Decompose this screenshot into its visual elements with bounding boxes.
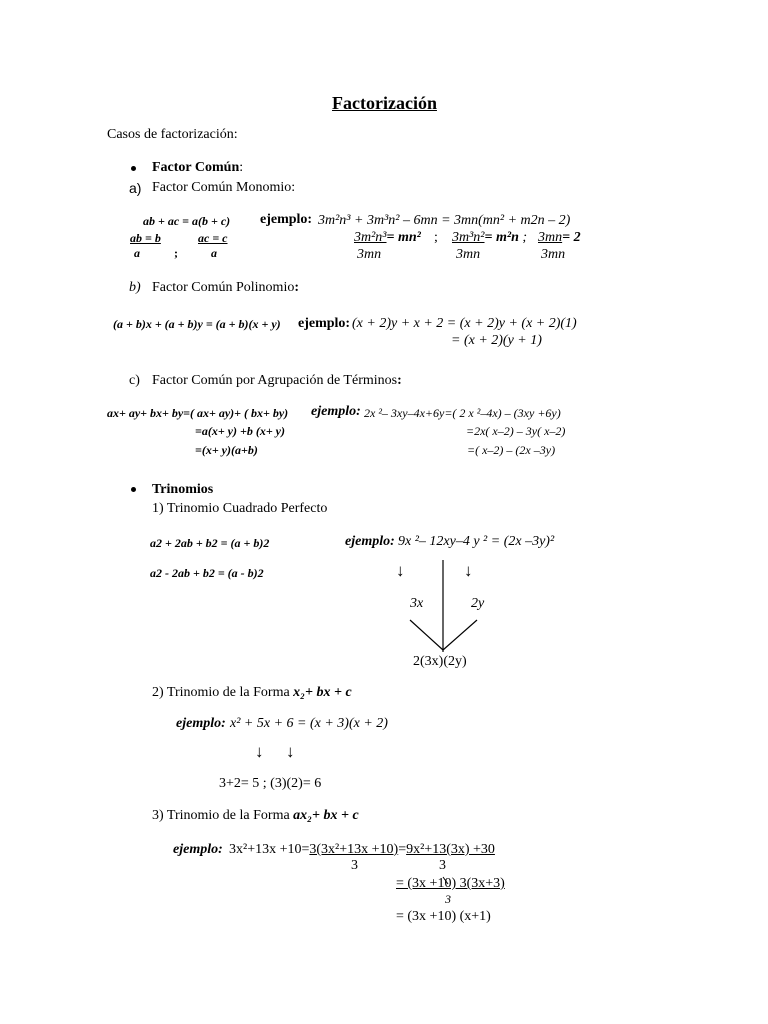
polinomio-example-label: ejemplo: xyxy=(298,316,351,331)
t3-den-left: 3 xyxy=(351,858,358,873)
monomio-div3-num: 3mn= 2 xyxy=(538,230,581,245)
polinomio-rule: (a + b)x + (a + b)y = (a + b)(x + y) xyxy=(113,317,281,331)
polinomio-example-line1: (x + 2)y + x + 2 = (x + 2)y + (x + 2)(1) xyxy=(352,316,577,331)
agrupacion-rule-2: =a(x+ y) +b (x+ y) xyxy=(195,424,285,438)
trinomios-heading: Trinomios xyxy=(152,482,214,497)
t3-den-right: 3 xyxy=(439,858,446,873)
monomio-frac1-num: ab = b xyxy=(130,231,161,245)
monomio-rule: ab + ac = a(b + c) xyxy=(143,214,231,228)
agrupacion-rule-3: =(x+ y)(a+b) xyxy=(195,443,258,457)
t1-root-left: 3x xyxy=(410,596,424,611)
t1-example-label: ejemplo: xyxy=(345,534,395,549)
monomio-frac2-den: a xyxy=(211,246,217,260)
item-b-label: Factor Común Polinomio: xyxy=(152,280,300,295)
t1-root-right: 2y xyxy=(471,596,485,611)
agrupacion-example-label: ejemplo: xyxy=(311,404,361,419)
t1-arrow-right: ↓ xyxy=(464,561,473,580)
t3-step2-den: 3 xyxy=(445,892,451,906)
t3-example-label: ejemplo: xyxy=(173,842,223,857)
item-b-letter: b) xyxy=(129,280,141,295)
agrupacion-example-3: =( x–2) – (2x –3y) xyxy=(467,443,556,457)
t1-arrow-left: ↓ xyxy=(396,561,405,580)
item-a-letter: a) xyxy=(129,180,142,196)
page-title: Factorización xyxy=(332,93,437,113)
t2-label: 2) Trinomio de la Forma x₂+ bx + c xyxy=(152,685,352,700)
monomio-div3-den: 3mn xyxy=(541,247,566,262)
t2-example-label: ejemplo: xyxy=(176,716,226,731)
monomio-div1-den: 3mn xyxy=(357,247,382,262)
t1-rule-1: a2 + 2ab + b2 = (a + b)2 xyxy=(150,536,270,550)
t2-arrow-left: ↓ xyxy=(255,742,264,761)
agrupacion-example-2: =2x( x–2) – 3y( x–2) xyxy=(466,424,566,438)
monomio-div1-num: 3m²n³= mn² xyxy=(354,230,421,245)
t3-step1: 3x²+13x +10=3(3x²+13x +10)=9x²+13(3x) +30 xyxy=(229,842,495,857)
monomio-div1-sep: ; xyxy=(434,230,438,245)
agrupacion-example-1: 2x ²– 3xy–4x+6y=( 2 x ²–4x) – (3xy +6y) xyxy=(364,406,561,420)
intro-text: Casos de factorización: xyxy=(107,127,238,142)
monomio-example-label: ejemplo: xyxy=(260,212,313,227)
item-c-label: Factor Común por Agrupación de Términos: xyxy=(152,373,402,388)
monomio-div2-num: 3m³n²= m²n ; xyxy=(452,230,528,245)
monomio-example: 3m²n³ + 3m³n² – 6mn = 3mn(mn² + m2n – 2) xyxy=(318,213,571,228)
factor-comun-heading: Factor Común: xyxy=(152,160,244,175)
monomio-frac1-den: a xyxy=(134,246,140,260)
t2-check: 3+2= 5 ; (3)(2)= 6 xyxy=(219,776,322,791)
t3-step3: = (3x +10) (x+1) xyxy=(396,909,491,924)
t1-rule-2: a2 - 2ab + b2 = (a - b)2 xyxy=(150,566,264,580)
t1-label: 1) Trinomio Cuadrado Perfecto xyxy=(152,501,328,516)
t2-arrow-right: ↓ xyxy=(286,742,295,761)
monomio-sep: ; xyxy=(174,246,178,260)
item-c-letter: c) xyxy=(129,373,140,388)
monomio-frac2-num: ac = c xyxy=(198,231,228,245)
item-a-label: Factor Común Monomio: xyxy=(152,180,296,195)
agrupacion-rule-1: ax+ ay+ bx+ by=( ax+ ay)+ ( bx+ by) xyxy=(107,406,289,420)
t2-example: x² + 5x + 6 = (x + 3)(x + 2) xyxy=(230,716,388,731)
t1-product: 2(3x)(2y) xyxy=(413,654,467,669)
t3-label: 3) Trinomio de la Forma ax₂+ bx + c xyxy=(152,808,359,823)
t1-example: 9x ²– 12xy–4 y ² = (2x –3y)² xyxy=(398,534,555,549)
t3-step2: = (3x +10) 3(3x+3) xyxy=(396,876,505,891)
polinomio-example-line2: = (x + 2)(y + 1) xyxy=(451,333,542,348)
monomio-div2-den: 3mn xyxy=(456,247,481,262)
